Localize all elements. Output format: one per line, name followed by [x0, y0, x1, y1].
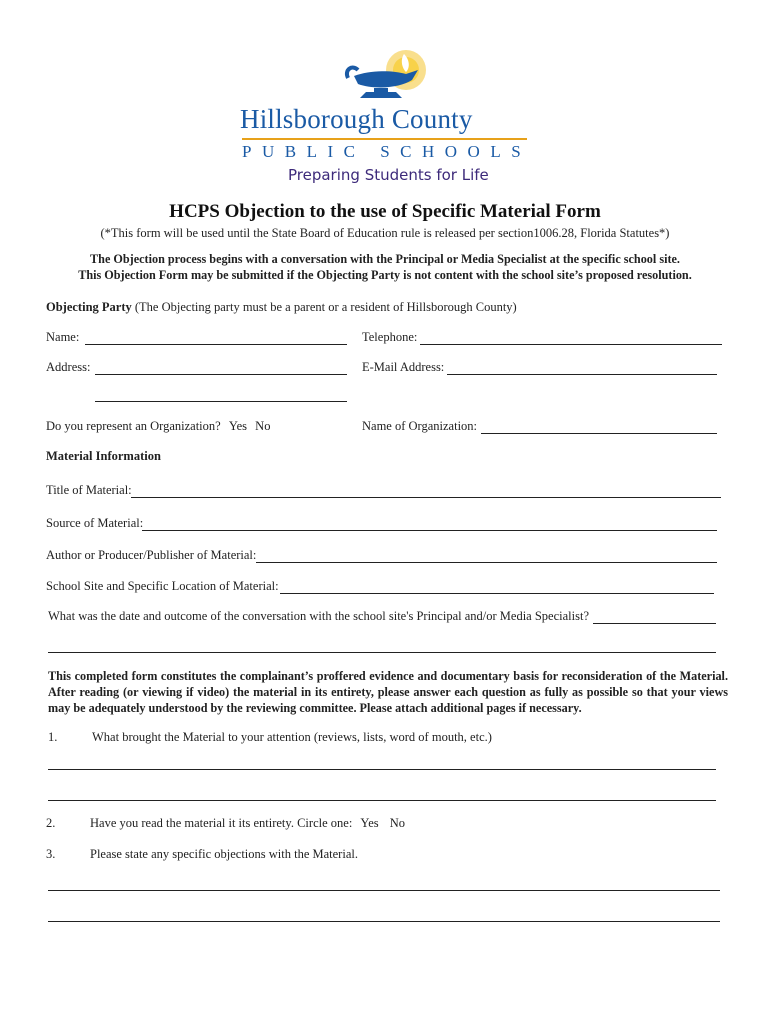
material-source-label: Source of Material: — [46, 516, 144, 530]
material-source-field[interactable] — [142, 530, 717, 531]
organization-question-row — [46, 419, 270, 434]
conversation-question: What was the date and outcome of the conversation with the school site's Principal and/or Media Specialist? — [48, 609, 589, 623]
organization-question: Do you represent an Organization? — [46, 419, 221, 433]
form-note: (*This form will be used until the State Board of Education rule is released per section1006.28, Florida Statutes*) — [100, 226, 670, 240]
form-title: HCPS Objection to the use of Specific Material Form — [169, 201, 601, 222]
material-author-label: Author or Producer/Publisher of Material: — [46, 548, 257, 562]
question-3-answer-line-1[interactable] — [48, 890, 720, 891]
intro-text — [0, 251, 770, 283]
hcps-logo — [240, 48, 540, 188]
brand-subtitle: PUBLIC SCHOOLS — [242, 142, 532, 161]
question-2-number: 2. — [46, 816, 56, 830]
material-author-field[interactable] — [256, 562, 717, 563]
question-2-yes-option[interactable]: Yes — [360, 816, 379, 830]
question-1-text: What brought the Material to your attention (reviews, lists, word of mouth, etc.) — [92, 730, 492, 744]
complainant-statement: This completed form constitutes the complainant’s proffered evidence and documentary basis for reconsideration of the Material. After reading (or viewing if video) the material in its entirety, please answer each question as fully as possible so that your views may be adequately understood by the reviewing committee. Please attach additional pages if necessary. — [48, 669, 728, 715]
conversation-field[interactable] — [593, 623, 716, 624]
objecting-party-heading: Objecting Party — [46, 300, 132, 314]
name-label: Name: — [46, 330, 80, 344]
school-site-field[interactable] — [280, 593, 714, 594]
organization-name-label: Name of Organization: — [362, 419, 478, 433]
question-3-number: 3. — [46, 847, 56, 861]
brand-name: Hillsborough County — [240, 104, 473, 134]
organization-name-field[interactable] — [481, 433, 717, 434]
question-2-no-option[interactable]: No — [389, 816, 406, 830]
lamp-of-learning-icon — [340, 48, 440, 106]
intro-line-1: The Objection process begins with a conversation with the Principal or Media Specialist at the specific school site. — [90, 252, 680, 266]
telephone-field[interactable] — [420, 344, 722, 345]
organization-yes-option[interactable]: Yes — [228, 419, 248, 433]
material-info-heading: Material Information — [46, 449, 161, 463]
address-label: Address: — [46, 360, 91, 374]
question-1-number: 1. — [48, 730, 58, 744]
address-field-line-2[interactable] — [95, 401, 347, 402]
organization-no-option[interactable]: No — [255, 419, 271, 433]
email-field[interactable] — [447, 374, 717, 375]
school-site-label: School Site and Specific Location of Material: — [46, 579, 279, 593]
email-label: E-Mail Address: — [362, 360, 445, 374]
objecting-party-row — [46, 300, 517, 315]
telephone-label: Telephone: — [362, 330, 418, 344]
question-1-answer-line-1[interactable] — [48, 769, 716, 770]
logo-divider — [242, 138, 527, 140]
brand-tagline: Preparing Students for Life — [288, 166, 489, 184]
question-3-answer-line-2[interactable] — [48, 921, 720, 922]
question-2-row — [90, 816, 405, 831]
question-2-text: Have you read the material it its entirety. Circle one: — [90, 816, 353, 830]
name-field[interactable] — [85, 344, 347, 345]
address-field[interactable] — [95, 374, 347, 375]
question-1-answer-line-2[interactable] — [48, 800, 716, 801]
material-title-label: Title of Material: — [46, 483, 132, 497]
intro-line-2: This Objection Form may be submitted if the Objecting Party is not content with the school site’s proposed resolution. — [78, 268, 692, 282]
question-3-text: Please state any specific objections with the Material. — [90, 847, 358, 861]
material-title-field[interactable] — [131, 497, 721, 498]
conversation-field-line-2[interactable] — [48, 652, 716, 653]
objecting-party-note: (The Objecting party must be a parent or a resident of Hillsborough County) — [134, 300, 517, 314]
